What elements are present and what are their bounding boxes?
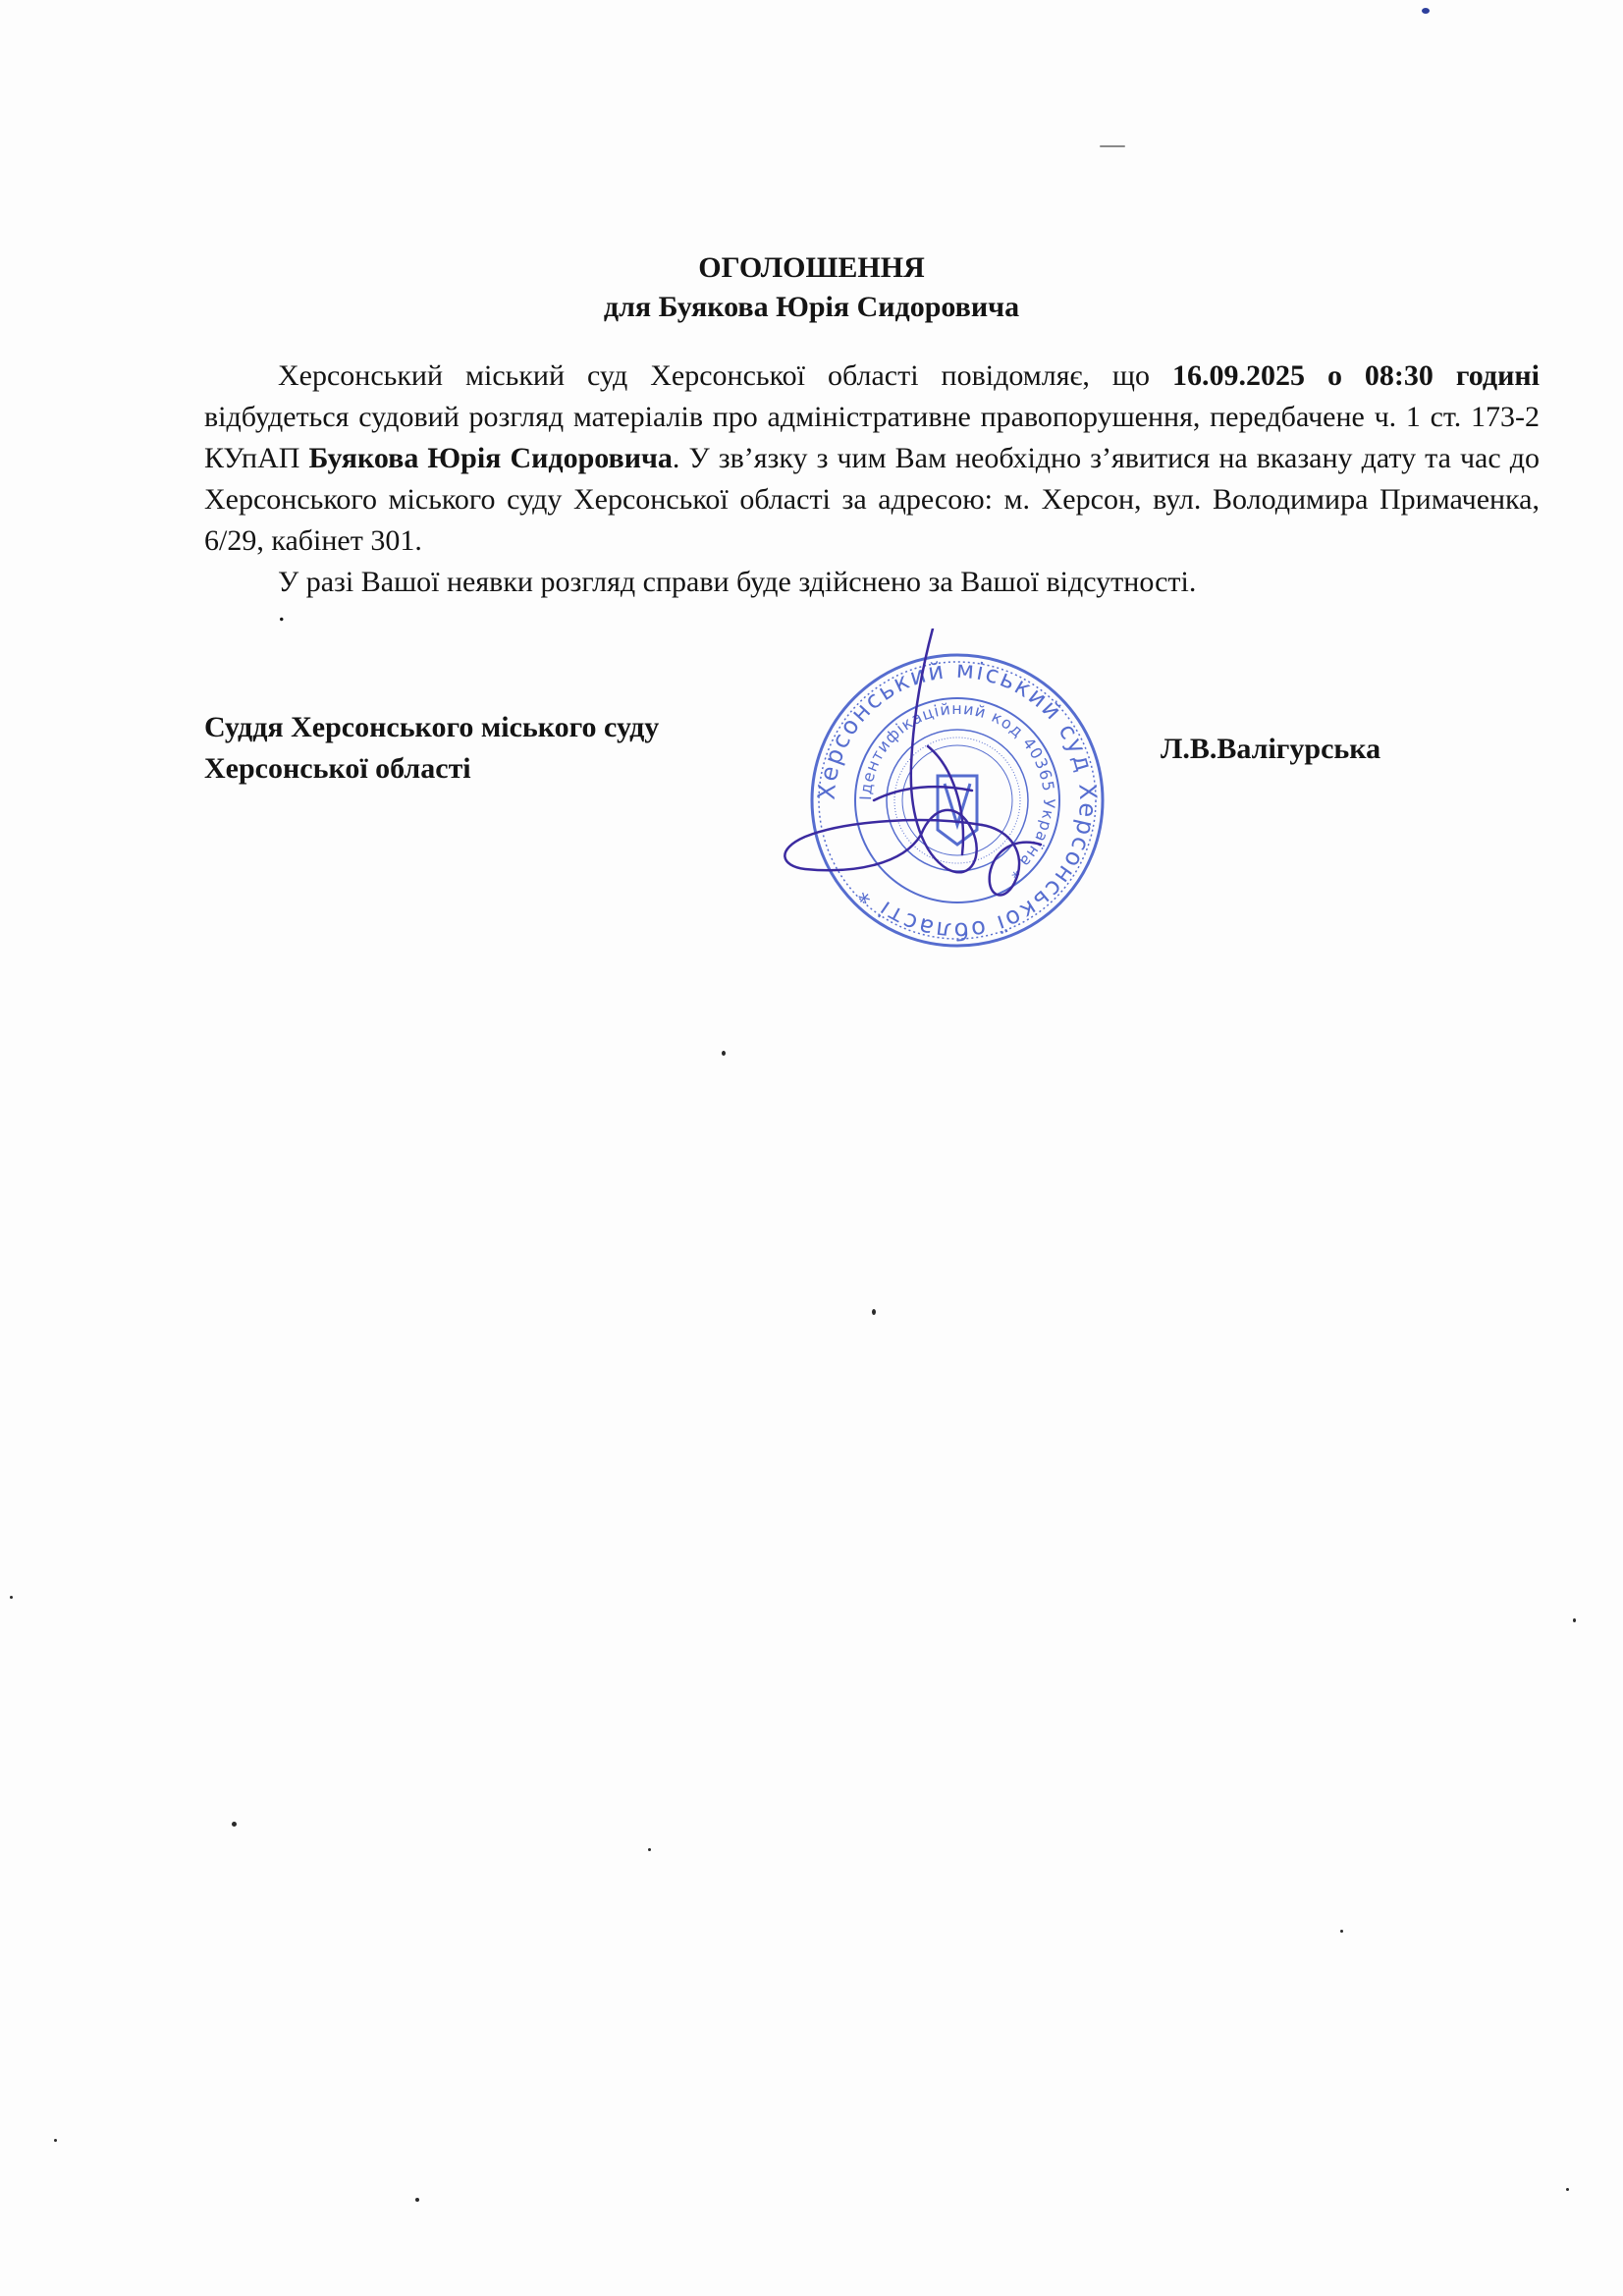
hearing-datetime: 16.09.2025 о 08:30 годині [1171, 359, 1540, 392]
court-seal-stamp [766, 629, 1149, 962]
judge-name: Л.В.Валігурська [1161, 733, 1381, 765]
stray-dot: . [278, 595, 286, 628]
judge-position-line1: Суддя Херсонського міського суду [204, 711, 660, 743]
scan-speck [415, 2198, 419, 2202]
scan-speck [1573, 1618, 1576, 1622]
scan-speck [1566, 2188, 1569, 2191]
scan-speck [872, 1309, 876, 1315]
judge-position [204, 707, 659, 790]
scan-speck [54, 2139, 57, 2142]
defendant-name: Буякова Юрія Сидоровича [308, 442, 673, 474]
seal-outer-text: Херсонський міський суд Херсонської області * [812, 655, 1103, 946]
seal-inner-text: Ідентифікаційний код 40365 Україна * [855, 698, 1059, 884]
document-subtitle: для Буякова Юрія Сидоровича [603, 291, 1020, 323]
scan-speck [10, 1596, 13, 1599]
scan-speck [1340, 1930, 1343, 1933]
scan-speck [1422, 8, 1430, 14]
notice-text-part2: відбудеться судовий розгляд матеріалів про адміністративне правопорушення, передбачене ч. 1 ст. 173-2 КУпАП [204, 401, 1540, 474]
judge-position-line2: Херсонської області [204, 752, 471, 785]
notice-text-part1: Херсонський міський суд Херсонської області повідомляє, що [278, 359, 1172, 392]
notice-paragraph-absence: У разі Вашої неявки розгляд справи буде здійснено за Вашої відсутності. [278, 566, 1197, 598]
scan-speck [1100, 145, 1125, 147]
notice-paragraph-main [204, 355, 1540, 562]
document-title: ОГОЛОШЕННЯ [698, 251, 925, 284]
notice-body [204, 355, 1540, 603]
scan-speck [722, 1051, 726, 1056]
scan-speck [232, 1822, 237, 1827]
notice-text-part3: . У зв’язку з чим Вам необхідно з’явитися на вказану дату та час до Херсонського міського суду Херсонської області за адресою: м. Херсон, вул. Володимира Примаченка, 6/29, кабінет 301. [204, 442, 1540, 557]
scan-speck [648, 1848, 651, 1851]
